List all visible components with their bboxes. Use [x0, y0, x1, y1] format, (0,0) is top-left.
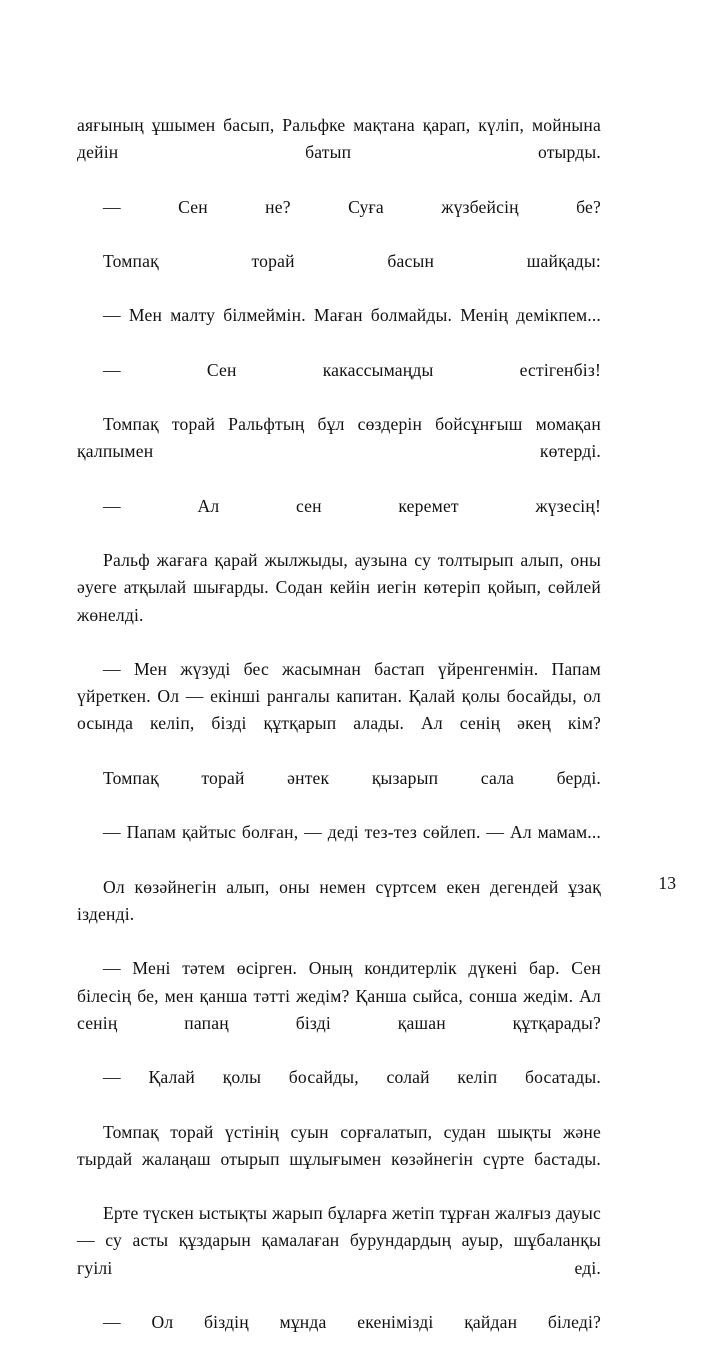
paragraph: Ральф жағаға қарай жылжыды, аузына су толтырып алып, оны әуеге атқылай шығарды. Содан кейін иегін көтеріп қойып, сөйлей жөнелді.	[77, 550, 601, 625]
paragraph: — Ол біздің мұнда екенімізді қайдан біледі?	[103, 1311, 601, 1332]
paragraph: — Сен какассымаңды естігенбіз!	[103, 359, 601, 380]
page-text-block	[77, 112, 601, 1363]
paragraph: Ол көзәйнегін алып, оны немен сүртсем екен дегендей ұзақ ізденді.	[77, 876, 601, 924]
paragraph: — Қалай қолы босайды, солай келіп босатады.	[103, 1067, 601, 1088]
paragraph: аяғының ұшымен басып, Ральфке мақтана қарап, күліп, мойнына дейін батып отырды.	[77, 115, 601, 163]
paragraph: Томпақ торай Ральфтың бұл сөздерін бойсұнғыш момақан қалпымен көтерді.	[77, 414, 601, 462]
paragraph: Томпақ торай әнтек қызарып сала берді.	[103, 767, 601, 788]
paragraph: — Мені тәтем өсірген. Оның кондитерлік дүкені бар. Сен білесің бе, мен қанша тәтті жедім? Қанша сыйса, сонша жедім. Ал сенің папаң бізді қашан құтқарады?	[77, 958, 601, 1033]
paragraph: — Мен малту білмеймін. Маған болмайды. Менің демікпем...	[103, 305, 601, 326]
paragraph: — Мен жүзуді бес жасымнан бастап үйренгенмін. Папам үйреткен. Ол — екінші рангалы капитан. Қалай қолы босайды, ол осында келіп, бізді құтқарып алады. Ал сенің әкең кім?	[77, 659, 601, 734]
paragraph: Ерте түскен ыстықты жарып бұларға жетіп тұрған жалғыз дауыс — су асты құздарын қамалаған бурундардың ауыр, шұбаланқы гуілі еді.	[77, 1203, 601, 1278]
paragraph: Томпақ торай басын шайқады:	[103, 251, 601, 272]
paragraph: — Сен не? Суға жүзбейсің бе?	[103, 196, 601, 217]
paragraph: — Ал сен керемет жүзесің!	[103, 495, 601, 516]
paragraph: — Папам қайтыс болған, — деді тез-тез сөйлеп. — Ал мамам...	[103, 822, 601, 843]
paragraph: Томпақ торай үстінің суын сорғалатып, судан шықты және тырдай жалаңаш отырып шұлығымен көзәйнегін сүрте бастады.	[77, 1121, 601, 1169]
page-number: 13	[658, 873, 676, 893]
